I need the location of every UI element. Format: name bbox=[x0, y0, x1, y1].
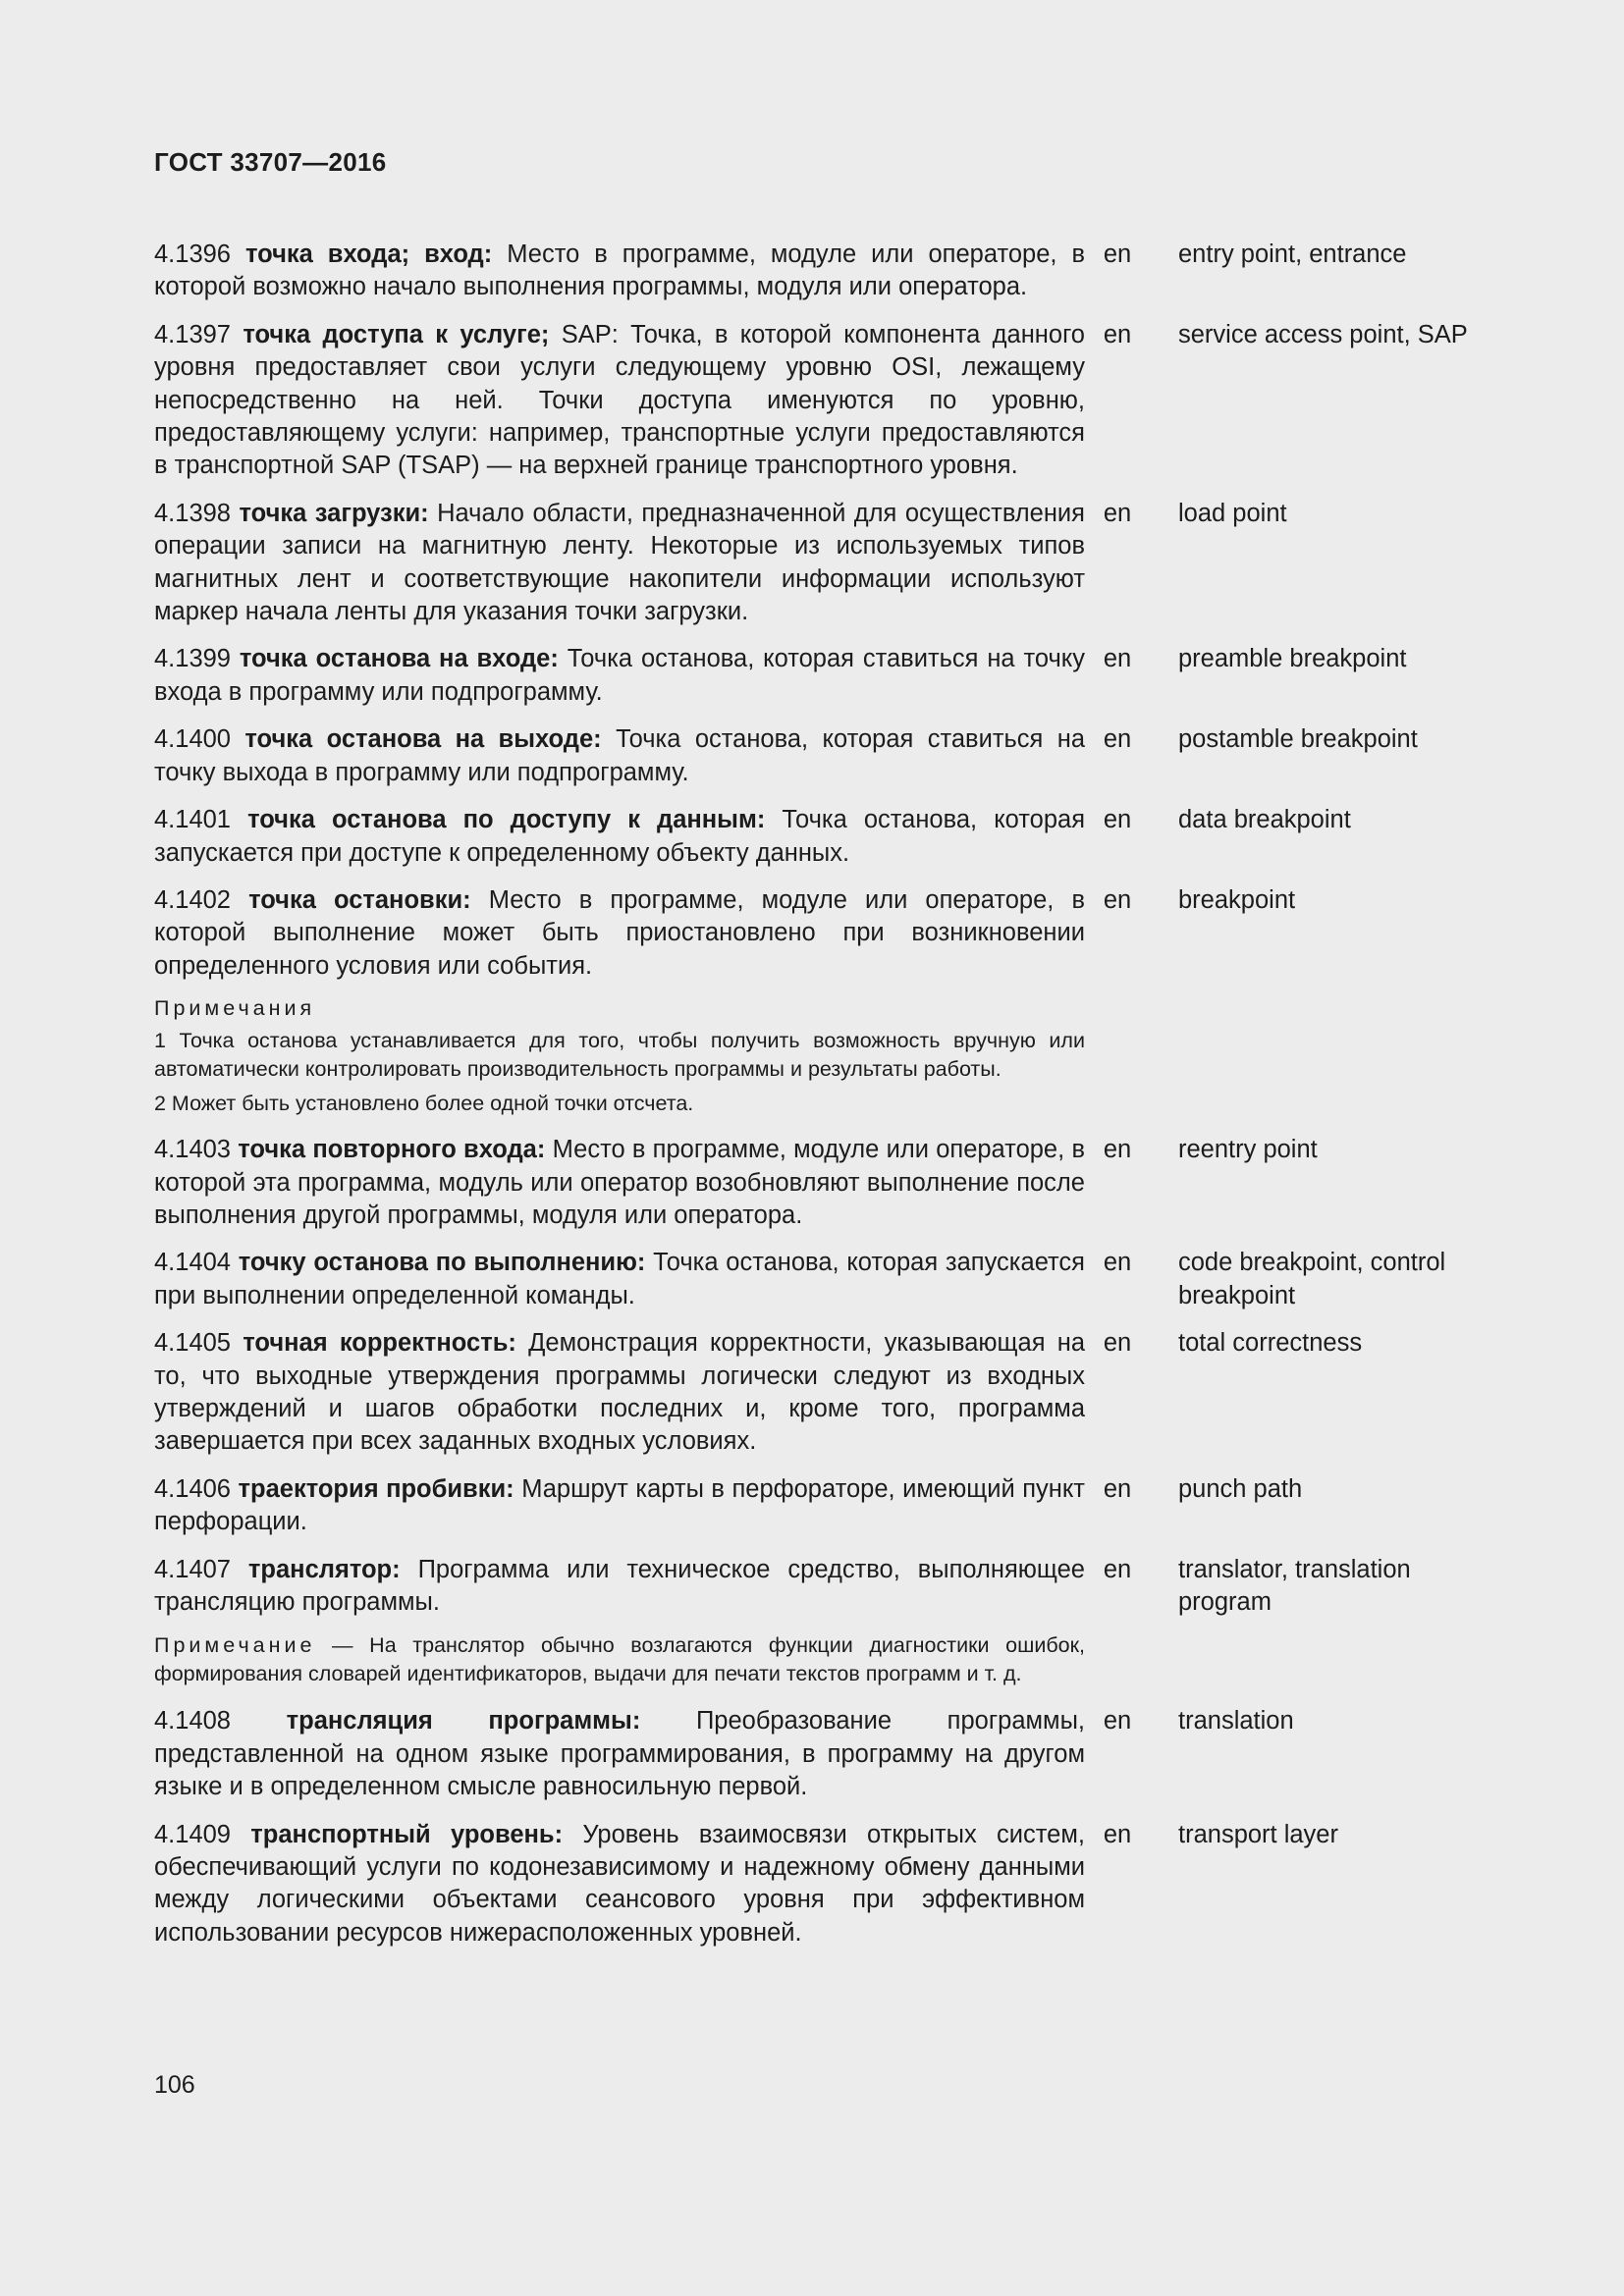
term-definition bbox=[154, 1554, 1085, 1620]
term-name: транспортный уровень: bbox=[250, 1820, 564, 1848]
term-name: точка останова на входе: bbox=[239, 645, 559, 673]
language-code: en bbox=[1103, 1249, 1132, 1277]
term-name: точка повторного входа: bbox=[238, 1136, 546, 1164]
term-definition bbox=[154, 884, 1085, 983]
term-entry bbox=[154, 723, 1489, 789]
english-equivalent: reentry point bbox=[1178, 1136, 1318, 1164]
language-code: en bbox=[1103, 1474, 1132, 1503]
term-number: 4.1407 bbox=[154, 1555, 231, 1583]
document-header: ГОСТ 33707—2016 bbox=[154, 147, 387, 177]
term-number: 4.1408 bbox=[154, 1707, 231, 1735]
term-entry bbox=[154, 884, 1489, 983]
term-text: Место в программе, модуле или операторе, в которой возможно начало выполнения программы, модуля или оператора. bbox=[154, 240, 1086, 301]
language-code: en bbox=[1103, 725, 1132, 754]
english-equivalent: load point bbox=[1178, 499, 1287, 527]
english-equivalent: punch path bbox=[1178, 1474, 1303, 1503]
term-definition bbox=[154, 1473, 1085, 1539]
term-entry bbox=[154, 1819, 1489, 1950]
term-definition bbox=[154, 1819, 1085, 1950]
term-definition bbox=[154, 723, 1085, 789]
term-definition bbox=[154, 1705, 1085, 1803]
term-entry bbox=[154, 1327, 1489, 1459]
term-entry bbox=[154, 498, 1489, 629]
term-entry bbox=[154, 1554, 1489, 1620]
english-equivalent: service access point, SAP bbox=[1178, 320, 1468, 348]
term-definition bbox=[154, 643, 1085, 709]
language-code: en bbox=[1103, 499, 1132, 527]
term-number: 4.1396 bbox=[154, 240, 231, 268]
term-text: Уровень взаимосвязи открытых систем, обеспечивающий услуги по кодонезависимому и надежному обмену данными между логическими объектами сеансового уровня при эффективном использовании ресурсов нижерасположенных уровней. bbox=[154, 1820, 1085, 1947]
term-number: 4.1397 bbox=[154, 320, 231, 348]
term-entry bbox=[154, 1473, 1489, 1539]
term-number: 4.1405 bbox=[154, 1329, 231, 1358]
note-text: — На транслятор обычно возлагаются функции диагностики ошибок, формирования словарей идентификаторов, выдачи для печати текстов программ и т. д. bbox=[154, 1633, 1085, 1686]
term-number: 4.1402 bbox=[154, 885, 231, 914]
note-label: Примечание bbox=[154, 1633, 316, 1658]
term-text: Демонстрация корректности, указывающая на то, что выходные утверждения программы логически следуют из входных утверждений и шагов обработки последних и, кроме того, программа завершается при всех заданных входных условиях. bbox=[154, 1329, 1085, 1456]
term-number: 4.1399 bbox=[154, 645, 231, 673]
term-text: SAP: Точка, в которой компонента данного уровня предоставляет свои услуги следующему уровню OSI, лежащему непосредственно на ней. Точки доступа именуются по уровню, предоставляющему услуги: например, транспортные услуги предоставляются в транспортной SAP (TSAP) — на верхней границе транспортного уровня. bbox=[154, 320, 1085, 480]
page-number: 106 bbox=[154, 2071, 195, 2099]
term-definition bbox=[154, 239, 1085, 304]
notes-block bbox=[154, 993, 1085, 1118]
note-item: 2 Может быть установлено более одной точки отсчета. bbox=[154, 1092, 694, 1116]
note-block bbox=[154, 1631, 1085, 1688]
language-code: en bbox=[1103, 1136, 1132, 1164]
term-text: Начало области, предназначенной для осуществления операции записи на магнитную ленту. Некоторые из используемых типов магнитных лент и соответствующие накопители информации используют маркер начала ленты для указания точки загрузки. bbox=[154, 499, 1085, 626]
term-entry bbox=[154, 1134, 1489, 1232]
term-number: 4.1406 bbox=[154, 1474, 231, 1503]
term-name: точная корректность: bbox=[243, 1329, 516, 1358]
term-text: Точка останова, которая запускается при доступе к определенному объекту данных. bbox=[154, 806, 1085, 867]
term-definition bbox=[154, 1247, 1085, 1312]
term-entry bbox=[154, 319, 1489, 483]
term-text: Точка останова, которая ставиться на точку входа в программу или подпрограмму. bbox=[154, 645, 1085, 706]
term-text: Маршрут карты в перфораторе, имеющий пункт перфорации. bbox=[154, 1474, 1085, 1536]
term-name: точка доступа к услуге; bbox=[243, 320, 550, 348]
language-code: en bbox=[1103, 645, 1132, 673]
term-name: трансляция программы: bbox=[286, 1707, 641, 1735]
term-entries bbox=[154, 239, 1489, 1964]
term-name: точка останова на выходе: bbox=[244, 725, 602, 754]
language-code: en bbox=[1103, 1707, 1132, 1735]
term-number: 4.1400 bbox=[154, 725, 231, 754]
english-equivalent: breakpoint bbox=[1178, 885, 1296, 914]
term-definition bbox=[154, 1327, 1085, 1459]
term-number: 4.1398 bbox=[154, 499, 231, 527]
term-number: 4.1404 bbox=[154, 1249, 231, 1277]
english-equivalent: code breakpoint, control breakpoint bbox=[1178, 1249, 1446, 1309]
english-equivalent: preamble breakpoint bbox=[1178, 645, 1407, 673]
term-definition bbox=[154, 1134, 1085, 1232]
language-code: en bbox=[1103, 1329, 1132, 1358]
language-code: en bbox=[1103, 885, 1132, 914]
term-entry bbox=[154, 804, 1489, 870]
term-definition bbox=[154, 319, 1085, 483]
term-text: Место в программе, модуле или операторе, в которой выполнение может быть приостановлено при возникновении определенного условия или события. bbox=[154, 885, 1085, 980]
language-code: en bbox=[1103, 1820, 1132, 1848]
term-entry bbox=[154, 1705, 1489, 1803]
language-code: en bbox=[1103, 320, 1132, 348]
language-code: en bbox=[1103, 1555, 1132, 1583]
english-equivalent: translation bbox=[1178, 1707, 1294, 1735]
term-definition bbox=[154, 804, 1085, 870]
term-text: Точка останова, которая запускается при выполнении определенной команды. bbox=[154, 1249, 1085, 1309]
term-text: Программа или техническое средство, выполняющее трансляцию программы. bbox=[154, 1555, 1085, 1616]
term-text: Место в программе, модуле или операторе, в которой эта программа, модуль или оператор возобновляют выполнение после выполнения другой программы, модуля или оператора. bbox=[154, 1136, 1085, 1229]
term-number: 4.1403 bbox=[154, 1136, 231, 1164]
term-number: 4.1409 bbox=[154, 1820, 231, 1848]
english-equivalent: entry point, entrance bbox=[1178, 240, 1407, 268]
term-name: точка входа; вход: bbox=[244, 240, 493, 268]
term-entry bbox=[154, 643, 1489, 709]
note-item: 1 Точка останова устанавливается для того, чтобы получить возможность вручную или автоматически контролировать производительность программы и результаты работы. bbox=[154, 1029, 1085, 1082]
english-equivalent: data breakpoint bbox=[1178, 806, 1351, 834]
language-code: en bbox=[1103, 806, 1132, 834]
term-name: траектория пробивки: bbox=[238, 1474, 514, 1503]
term-name: точка останова по доступу к данным: bbox=[247, 806, 766, 834]
english-equivalent: postamble breakpoint bbox=[1178, 725, 1418, 754]
term-name: транслятор: bbox=[247, 1555, 401, 1583]
term-text: Преобразование программы, представленной на одном языке программирования, в программу на другом языке и в определенном смысле равносильную первой. bbox=[154, 1707, 1085, 1801]
term-definition bbox=[154, 498, 1085, 629]
term-text: Точка останова, которая ставиться на точку выхода в программу или подпрограмму. bbox=[154, 725, 1085, 786]
language-code: en bbox=[1103, 240, 1132, 268]
term-name: точка загрузки: bbox=[239, 499, 429, 527]
term-entry bbox=[154, 239, 1489, 304]
english-equivalent: translator, translation program bbox=[1178, 1555, 1411, 1616]
term-entry bbox=[154, 1247, 1489, 1312]
term-name: точка остановки: bbox=[248, 885, 471, 914]
notes-title: Примечания bbox=[154, 996, 316, 1021]
english-equivalent: transport layer bbox=[1178, 1820, 1338, 1848]
english-equivalent: total correctness bbox=[1178, 1329, 1363, 1358]
term-number: 4.1401 bbox=[154, 806, 231, 834]
term-name: точку останова по выполнению: bbox=[238, 1249, 646, 1277]
